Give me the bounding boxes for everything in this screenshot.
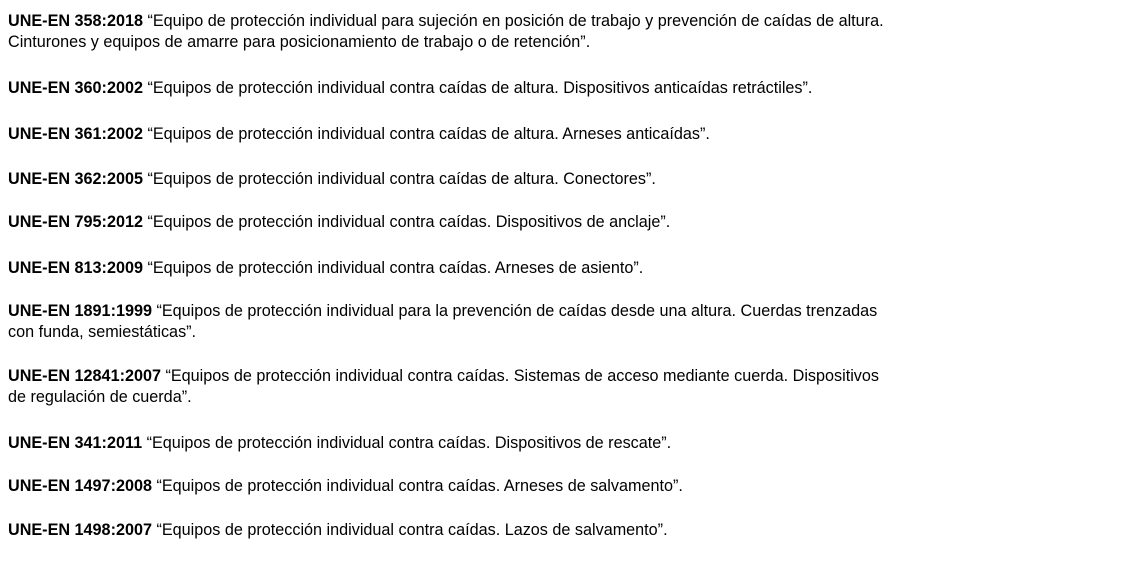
standard-code: UNE-EN 813:2009 <box>8 259 143 277</box>
standard-code: UNE-EN 361:2002 <box>8 125 143 143</box>
standard-entry <box>8 301 1128 343</box>
standard-code: UNE-EN 360:2002 <box>8 79 143 97</box>
standard-code: UNE-EN 1497:2008 <box>8 477 152 495</box>
standard-entry <box>8 258 1128 279</box>
standard-title: “Equipos de protección individual para la prevención de caídas desde una altura. Cuerdas trenzadas <box>156 302 878 320</box>
standard-title: “Equipos de protección individual contra caídas. Dispositivos de anclaje”. <box>147 213 671 231</box>
standards-list <box>8 11 1128 541</box>
standard-entry <box>8 520 1128 541</box>
standard-title-continuation: con funda, semiestáticas”. <box>8 323 197 341</box>
standard-entry <box>8 169 1128 190</box>
standard-code: UNE-EN 1891:1999 <box>8 302 152 320</box>
standard-title: “Equipos de protección individual contra caídas. Lazos de salvamento”. <box>156 521 668 539</box>
standard-entry <box>8 476 1128 497</box>
standard-title: “Equipos de protección individual contra caídas. Arneses de salvamento”. <box>156 477 683 495</box>
standard-title: “Equipo de protección individual para sujeción en posición de trabajo y prevención de caídas de altura. <box>147 12 884 30</box>
standard-code: UNE-EN 362:2005 <box>8 170 143 188</box>
standard-title: “Equipos de protección individual contra caídas. Dispositivos de rescate”. <box>146 434 672 452</box>
standard-code: UNE-EN 12841:2007 <box>8 367 161 385</box>
standard-entry <box>8 433 1128 454</box>
standard-entry <box>8 124 1128 145</box>
standard-title: “Equipos de protección individual contra caídas de altura. Conectores”. <box>147 170 656 188</box>
standard-code: UNE-EN 1498:2007 <box>8 521 152 539</box>
standard-title: “Equipos de protección individual contra caídas. Sistemas de acceso mediante cuerda. Dispositivos <box>165 367 879 385</box>
standard-entry <box>8 366 1128 408</box>
standard-code: UNE-EN 358:2018 <box>8 12 143 30</box>
standard-title-continuation: Cinturones y equipos de amarre para posicionamiento de trabajo o de retención”. <box>8 33 591 51</box>
standard-title-continuation: de regulación de cuerda”. <box>8 388 192 406</box>
standard-code: UNE-EN 341:2011 <box>8 434 143 452</box>
standard-title: “Equipos de protección individual contra caídas. Arneses de asiento”. <box>147 259 644 277</box>
standard-entry <box>8 78 1128 99</box>
standard-code: UNE-EN 795:2012 <box>8 213 143 231</box>
standard-title: “Equipos de protección individual contra caídas de altura. Arneses anticaídas”. <box>147 125 710 143</box>
standard-title: “Equipos de protección individual contra caídas de altura. Dispositivos anticaídas retráctiles”. <box>147 79 813 97</box>
standard-entry <box>8 11 1128 53</box>
standard-entry <box>8 212 1128 233</box>
